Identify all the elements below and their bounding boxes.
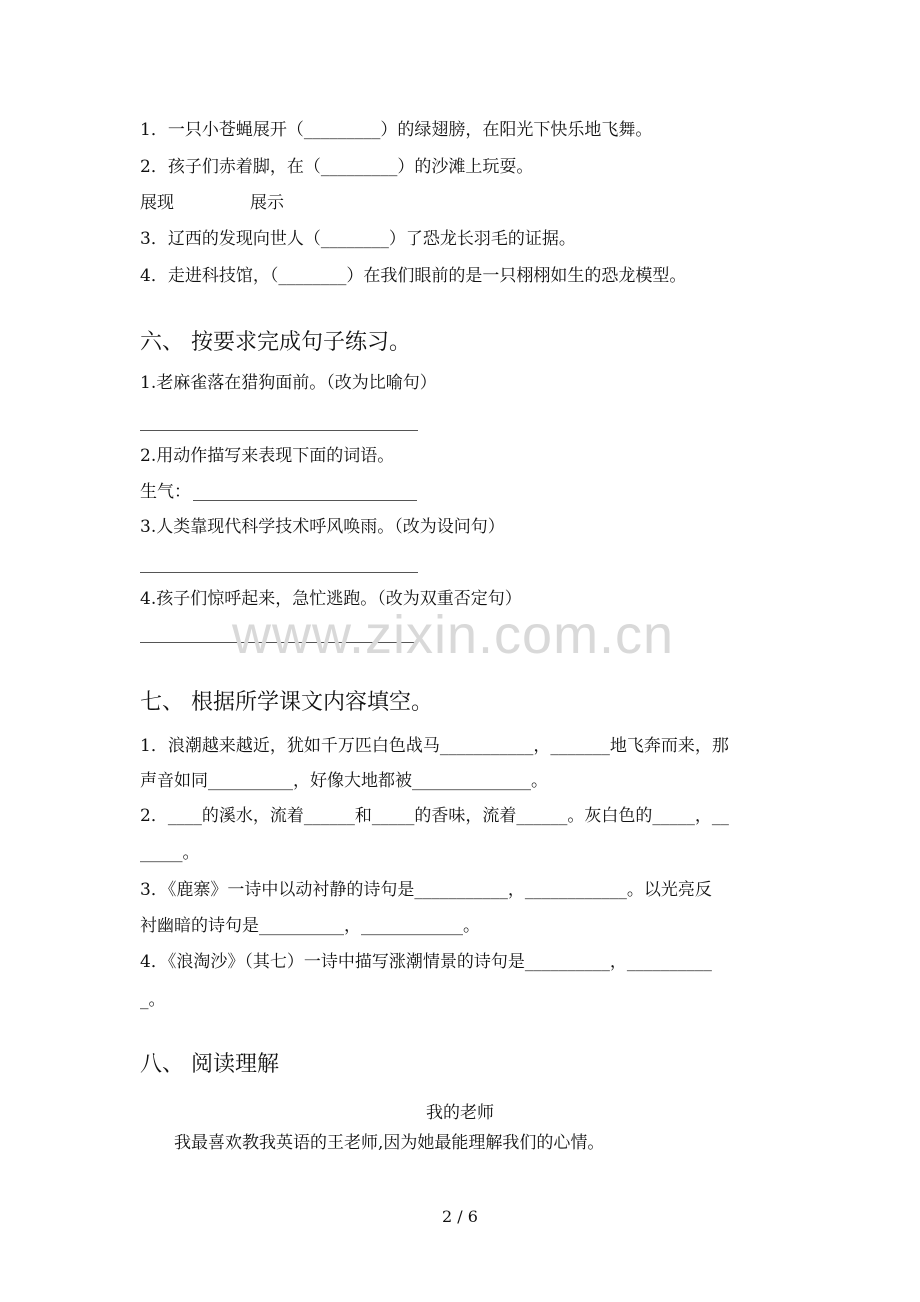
section-7-q2-line1: 2．____的溪水，流着______和_____的香味，流着______。灰白色的_____，__ bbox=[140, 806, 729, 826]
section-7-q3-line2: 衬幽暗的诗句是__________，____________。 bbox=[140, 916, 480, 936]
answer-line-1[interactable] bbox=[140, 430, 418, 431]
page-number: 2 / 6 bbox=[442, 1207, 478, 1226]
passage-paragraph: 我最喜欢教我英语的王老师,因为她最能理解我们的心情。 bbox=[174, 1133, 605, 1153]
answer-line-3[interactable] bbox=[140, 572, 418, 573]
section-6-question-4: 4.孩子们惊呼起来，急忙逃跑。（改为双重否定句） bbox=[140, 589, 522, 609]
section-8-heading: 八、 阅读理解 bbox=[140, 1052, 279, 1077]
section-7-q2-line2: _____。 bbox=[140, 843, 200, 863]
section-6-question-3: 3.人类靠现代科学技术呼风唤雨。（改为设问句） bbox=[140, 517, 505, 537]
section-7-q3-line1: 3．《鹿寨》一诗中以动衬静的诗句是___________，____________。以光亮反 bbox=[140, 880, 712, 900]
section-6-question-2: 2.用动作描写来表现下面的词语。 bbox=[140, 446, 395, 466]
fill-question-2: 2．孩子们赤着脚，在（_________）的沙滩上玩耍。 bbox=[140, 157, 534, 177]
fill-question-1: 1．一只小苍蝇展开（_________）的绿翅膀，在阳光下快乐地飞舞。 bbox=[140, 120, 653, 140]
section-7-q1-line2: 声音如同__________，好像大地都被______________。 bbox=[140, 771, 548, 791]
watermark: www.zixin.com.cn bbox=[232, 605, 675, 665]
word-option-b: 展示 bbox=[250, 193, 284, 213]
fill-question-4: 4．走进科技馆，（________）在我们眼前的是一只栩栩如生的恐龙模型。 bbox=[140, 266, 687, 286]
word-option-a: 展现 bbox=[140, 193, 174, 213]
passage-title: 我的老师 bbox=[426, 1103, 494, 1123]
section-6-heading: 六、 按要求完成句子练习。 bbox=[140, 330, 411, 355]
section-7-q4-line2: _。 bbox=[140, 990, 166, 1010]
answer-line-2[interactable] bbox=[193, 500, 417, 501]
word-label-angry: 生气： bbox=[140, 482, 191, 502]
fill-question-3: 3．辽西的发现向世人（________）了恐龙长羽毛的证据。 bbox=[140, 229, 576, 249]
section-7-heading: 七、 根据所学课文内容填空。 bbox=[140, 690, 433, 715]
section-7-q1-line1: 1．浪潮越来越近，犹如千万匹白色战马___________，_______地飞奔而来，那 bbox=[140, 736, 729, 756]
section-7-q4-line1: 4．《浪淘沙》（其七）一诗中描写涨潮情景的诗句是__________，__________ bbox=[140, 952, 712, 972]
section-6-question-1: 1.老麻雀落在猎狗面前。（改为比喻句） bbox=[140, 373, 437, 393]
